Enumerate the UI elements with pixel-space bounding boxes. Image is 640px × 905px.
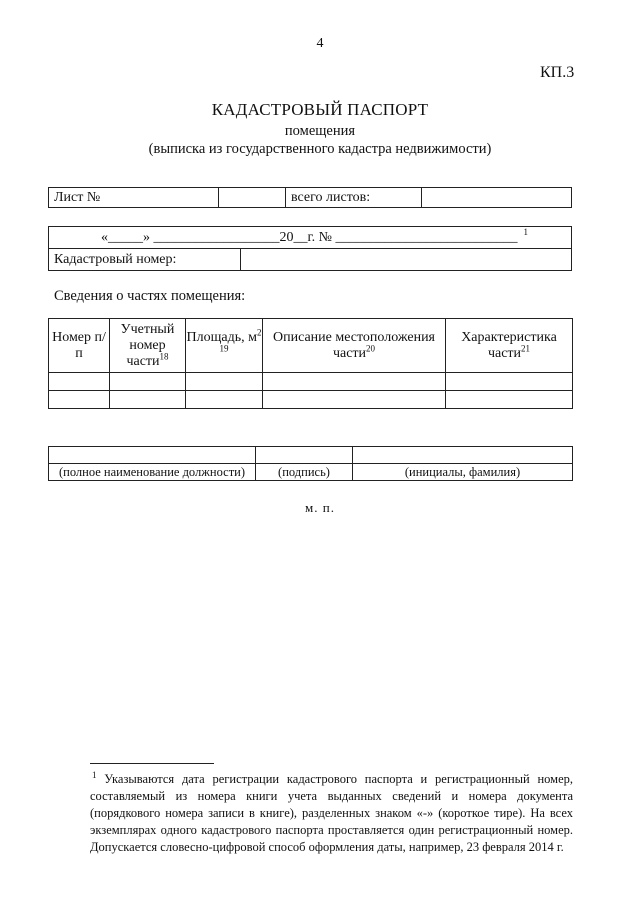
header-location-text: Описание местоположения части	[272, 329, 436, 361]
registration-table	[48, 226, 572, 271]
position-label: (полное наименование должности)	[49, 464, 256, 481]
footnote-text: Указываются дата регистрации кадастрового паспорта и регистрационный номер, составляемый из номера книги учета выданных сведений и номера документа (порядкового номера записи в книге), разделенных знаком «-» (короткое тире). На всех экземплярах одного кадастрового паспорта проставляется один регистрационный номер. Допускается словесно-цифровой способ оформления даты, например, 23 февраля 2014 г.	[90, 772, 573, 854]
table-row	[49, 373, 573, 391]
signature-label: (подпись)	[256, 464, 353, 481]
document-subtitle: помещения	[284, 123, 356, 139]
parts-section-title: Сведения о частях помещения:	[54, 288, 246, 304]
header-area	[186, 319, 263, 373]
header-characteristic-sup: 21	[521, 342, 531, 353]
table-cell[interactable]	[186, 373, 263, 391]
header-number-text: Номер п/п	[52, 329, 106, 361]
header-area-text: Площадь, м	[186, 329, 257, 345]
header-characteristic	[446, 319, 573, 373]
sheet-number-field[interactable]	[219, 188, 286, 208]
header-characteristic-text: Характеристика части	[461, 329, 557, 361]
header-account-number-sup: 18	[159, 350, 169, 361]
name-label: (инициалы, фамилия)	[353, 464, 573, 481]
signature-table	[48, 446, 573, 481]
table-cell[interactable]	[263, 373, 446, 391]
cadastral-number-field[interactable]	[241, 249, 572, 271]
signature-field[interactable]	[256, 447, 353, 464]
table-cell[interactable]	[446, 391, 573, 409]
registration-date-text: «_____» __________________20__г. № __________________________	[101, 229, 518, 245]
table-cell[interactable]	[110, 373, 186, 391]
document-subtitle-extract: (выписка из государственного кадастра недвижимости)	[148, 141, 492, 157]
header-area-sup: 2 19	[219, 326, 262, 353]
table-cell[interactable]	[263, 391, 446, 409]
table-row	[49, 391, 573, 409]
table-cell[interactable]	[49, 373, 110, 391]
sheet-number-table	[48, 187, 572, 208]
header-account-number-text: Учетный номер части	[120, 321, 175, 369]
table-cell[interactable]	[49, 391, 110, 409]
sheet-label: Лист №	[49, 188, 219, 208]
table-cell[interactable]	[186, 391, 263, 409]
table-cell[interactable]	[446, 373, 573, 391]
parts-table	[48, 318, 573, 409]
document-title: КАДАСТРОВЫЙ ПАСПОРТ	[211, 100, 429, 119]
stamp-place: м. п.	[305, 500, 335, 515]
registration-footnote-ref: 1	[523, 226, 529, 237]
registration-date-number[interactable]	[49, 227, 572, 249]
header-location	[263, 319, 446, 373]
page-number: 4	[316, 36, 324, 51]
cadastral-number-label: Кадастровый номер:	[49, 249, 241, 271]
footnote-divider	[90, 763, 214, 764]
form-code: КП.3	[540, 64, 575, 81]
header-location-sup: 20	[366, 342, 376, 353]
position-field[interactable]	[49, 447, 256, 464]
footnote-number: 1	[92, 769, 97, 780]
header-number	[49, 319, 110, 373]
name-field[interactable]	[353, 447, 573, 464]
table-cell[interactable]	[110, 391, 186, 409]
total-sheets-label: всего листов:	[286, 188, 422, 208]
total-sheets-field[interactable]	[422, 188, 572, 208]
header-account-number	[110, 319, 186, 373]
footnote	[90, 771, 573, 856]
